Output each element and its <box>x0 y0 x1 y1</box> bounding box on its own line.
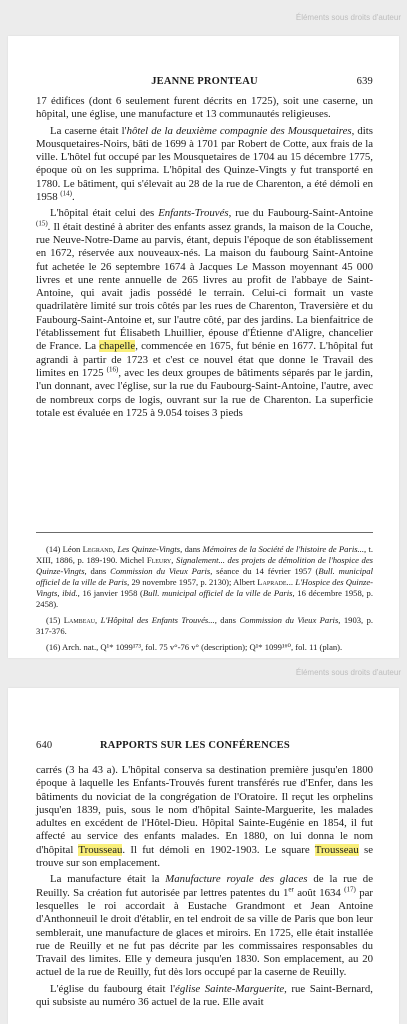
footnotes <box>36 544 373 658</box>
copyright-watermark: Éléments sous droits d'auteur <box>295 668 401 677</box>
paragraph: carrés (3 ha 43 a). L'hôpital conserva sa destination première jusqu'en 1800 époque à laquelle les Enfants-Trouvés furent transférés rue d'Enfer, dans les bâtiments du noviciat de la congrégation de l'Oratoire. Il reçut les orphelins jusqu'en 1839, puis, sous le nom d'hôpital Sainte-Marguerite, les malades adultes en excédent de l'Hôtel-Dieu. Hôpital Sainte-Eugénie en 1854, il fut affecté au service des enfants malades. En 1880, on lui donna le nom d'hôpital Trousseau. Il fut démoli en 1902-1903. Le square Trousseau se trouve sur son emplacement. <box>36 764 373 870</box>
body-text <box>36 764 373 1012</box>
page-number: 640 <box>36 740 53 751</box>
footnote-divider <box>36 532 373 533</box>
running-title: RAPPORTS SUR LES CONFÉRENCES <box>100 740 290 751</box>
footnote-14: (14) Léon Legrand, Les Quinze-Vingts, dans Mémoires de la Société de l'histoire de Paris..., t. XIII, 1886, p. 189-190. Michel Fleury, Signalement... des projets de démolition de l'hospice des Quinze-Vingts, dans Commission du Vieux Paris, séance du 14 février 1957 (Bull. municipal officiel de la ville de Paris, 29 novembre 1957, p. 2130); Albert Laprade... L'Hospice des Quinze-Vingts, ibid., 16 janvier 1958 (Bull. municipal officiel de la ville de Paris, 16 décembre 1958, p. 2458). <box>36 544 374 609</box>
paragraph: 17 édifices (dont 6 seulement furent décrits en 1725), soit une caserne, un hôpital, une église, une manufacture et 13 communautés religieuses. <box>36 95 373 121</box>
search-highlight: Trousseau <box>314 843 359 856</box>
search-highlight: chapelle <box>99 340 136 353</box>
copyright-watermark: Éléments sous droits d'auteur <box>295 13 401 22</box>
paragraph: L'hôpital était celui des Enfants-Trouvés, rue du Faubourg-Saint-Antoine $^{(15)}$. Il était destiné à abriter des enfants assez grands, la maison de la Couche, rue Neuve-Notre-Dame au parvis, étant, depuis l'époque de son établissement en 1672, réservée aux nouveaux-nés. La maison du faubourg Saint-Antoine fut achetée le 26 septembre 1674 à Jacques Le Masson moyennant 45 000 livres et une rente annuelle de 265 livres au profit de l'abbaye de Saint-Antoine, qui avait jadis possédé le terrain. Celui-ci formait un vaste quadrilatère limité sur trois côtés par les rues de Charenton, Traversière et du Faubourg-Saint-Antoine et, sur l'autre côté, par des jardins. La bienfaitrice de l'établissement fut Élisabeth Lhuillier, épouse d'Étienne d'Aligre, chancelier de France. La chapelle, commencée en 1675, fut bénie en 1677. L'hôpital fut agrandi à partir de 1723 et c'est ce nouvel état que donne le Travail des limites en 1725 $^{(16)}$, avec les deux groupes de bâtiments séparés par le jardin, l'un donnant, avec l'église, sur la rue du Faubourg-Saint-Antoine, l'autre, avec de nombreux corps de logis, ouvrant sur la rue de Charenton. La superficie totale est évaluée en 1725 à 9.054 toises 3 pieds <box>36 207 373 419</box>
footnote-15: (15) Lambeau, L'Hôpital des Enfants Trouvés..., dans Commission du Vieux Paris, 1903, p. 317-376. <box>36 615 374 636</box>
footnote-16: (16) Arch. nat., Q¹* 1099¹⁷³, fol. 75 v°-76 v° (description); Q¹* 1099¹⁶⁰, fol. 11 (plan). <box>46 642 343 652</box>
page-640 <box>8 688 399 1024</box>
paragraph: La manufacture était la Manufacture royale des glaces de la rue de Reuilly. Sa création fut autorisée par lettres patentes du 1er août 1634 $^{(17)}$ par lesquelles le roi accordait à Eustache Grandmont et Jean Antoine d'Anthonneuil le droit d'établir, en tel endroit de sa ville de Paris que bon leur semblerait, une manufacture de glaces et miroirs. En 1725, elle était installée rue de Reuilly et ne fut pas décrite par les commissaires responsables du Travail des limites. Elle y demeura jusqu'en 1830. Son emplacement, au 20 actuel de la rue de Reuilly, fut dès lors occupé par la caserne de Reuilly. <box>36 873 373 979</box>
page-number: 639 <box>356 76 373 87</box>
running-title: JEANNE PRONTEAU <box>151 76 258 87</box>
page-639 <box>8 36 399 658</box>
search-highlight: Trousseau <box>78 843 123 856</box>
paragraph: L'église du faubourg était l'église Sainte-Marguerite, rue Saint-Bernard, qui subsiste au numéro 36 actuel de la rue. Elle avait <box>36 982 373 1009</box>
paragraph: La caserne était l'hôtel de la deuxième compagnie des Mousquetaires, dits Mousquetaires-Noirs, bâti de 1699 à 1701 par Robert de Cotte, aux frais de la ville. L'hôtel fut occupé par les Mousquetaires de 1704 au 15 décembre 1775, époque où on les supprima. L'hôpital des Quinze-Vingts y fut transporté en 1780. Le bâtiment, qui s'élevait au 28 de la rue de Charenton, a été démoli en 1958 $^{(14)}$. <box>36 124 373 204</box>
body-text <box>36 95 373 423</box>
